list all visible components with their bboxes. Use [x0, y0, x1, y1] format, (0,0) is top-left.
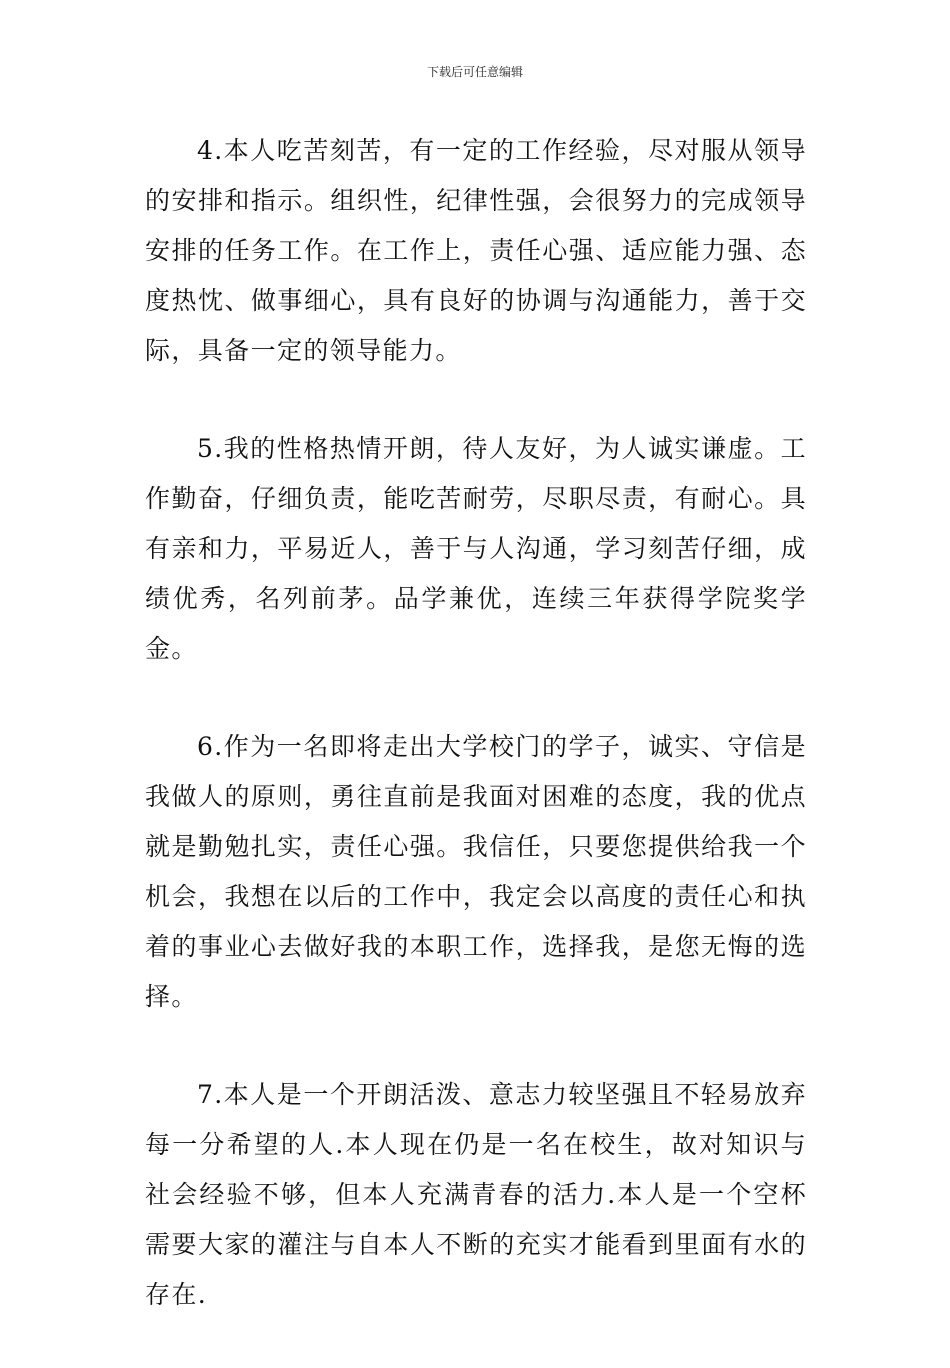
paragraph-7: 7.本人是一个开朗活泼、意志力较坚强且不轻易放弃每一分希望的人.本人现在仍是一名在校生，故对知识与社会经验不够，但本人充满青春的活力.本人是一个空杯需要大家的灌注与自本人不断的充实才能看到里面有水的存在. — [145, 1080, 807, 1309]
header-note: 下载后可任意编辑 — [426, 65, 523, 79]
document-body — [145, 126, 807, 1368]
paragraph-4: 4.本人吃苦刻苦，有一定的工作经验，尽对服从领导的安排和指示。组织性，纪律性强，会很努力的完成领导安排的任务工作。在工作上，责任心强、适应能力强、态度热忱、做事细心，具有良好的协调与沟通能力，善于交际，具备一定的领导能力。 — [145, 136, 807, 365]
paragraph-6: 6.作为一名即将走出大学校门的学子，诚实、守信是我做人的原则，勇往直前是我面对困难的态度，我的优点就是勤勉扎实，责任心强。我信任，只要您提供给我一个机会，我想在以后的工作中，我定会以高度的责任心和执着的事业心去做好我的本职工作，选择我，是您无悔的选择。 — [145, 732, 807, 1011]
paragraph-5: 5.我的性格热情开朗，待人友好，为人诚实谦虚。工作勤奋，仔细负责，能吃苦耐劳，尽职尽责，有耐心。具有亲和力，平易近人，善于与人沟通，学习刻苦仔细，成绩优秀，名列前茅。品学兼优，连续三年获得学院奖学金。 — [145, 434, 807, 663]
